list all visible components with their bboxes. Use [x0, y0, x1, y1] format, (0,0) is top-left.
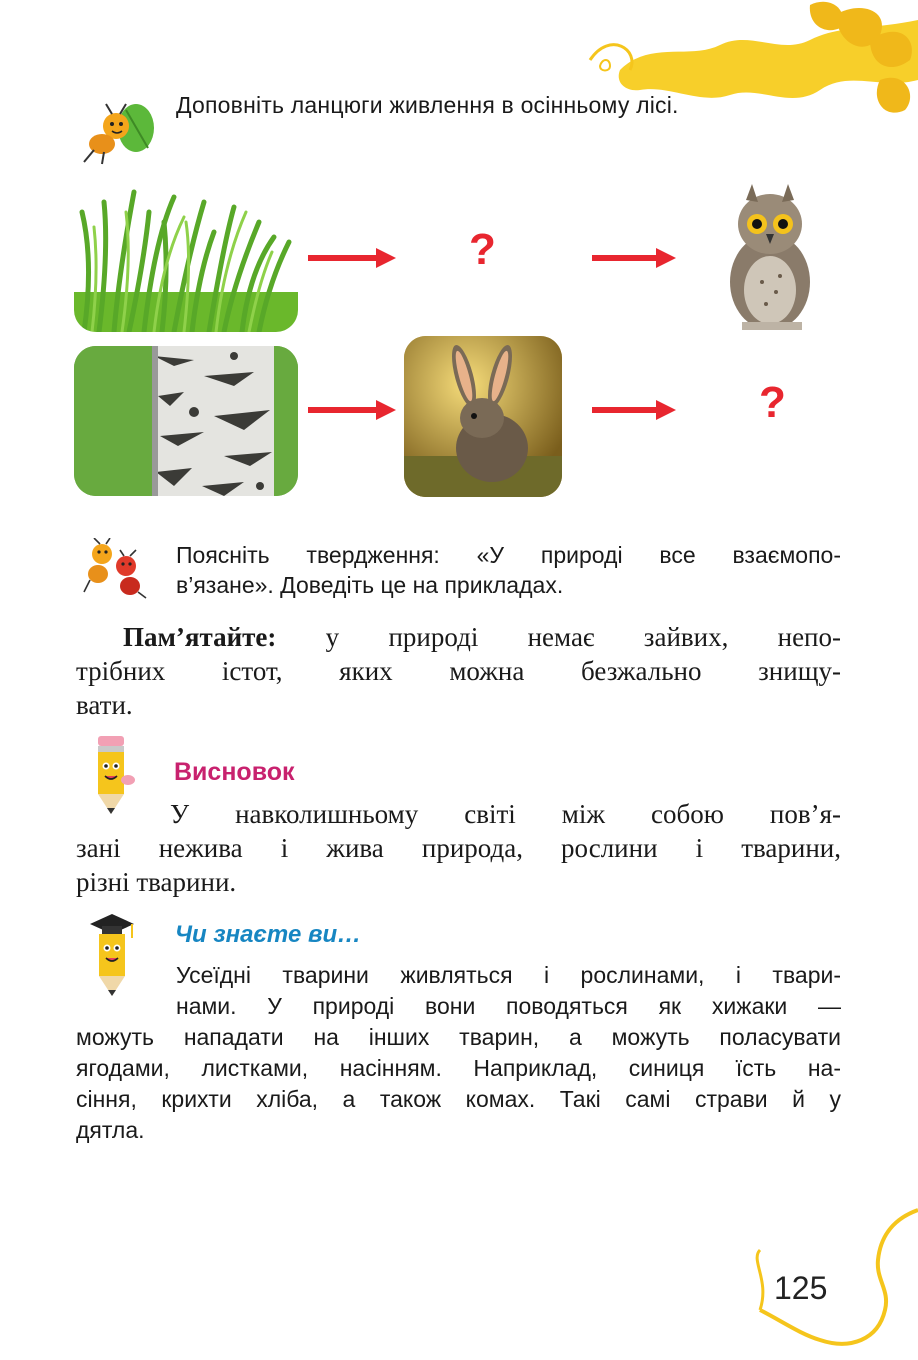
did-you-know-line: нами. У природі вони поводяться як хижаки —: [176, 993, 841, 1019]
did-you-know-title: Чи знаєте ви…: [175, 921, 362, 948]
conclusion-text: [76, 797, 841, 899]
conclusion-line: зані нежива і жива природа, рослини і тварини,: [76, 833, 841, 863]
birch-trunk-photo: [74, 346, 298, 496]
task-text-line: в’язане». Доведіть це на прикладах.: [176, 572, 564, 598]
did-you-know-text: [76, 960, 841, 1146]
did-you-know-line: ягодами, листками, насінням. Наприклад, синиця їсть на-: [76, 1055, 841, 1081]
hare-photo: [404, 336, 562, 497]
conclusion-line: різні тварини.: [76, 867, 237, 897]
conclusion-title: Висновок: [174, 758, 295, 786]
owl-photo: [702, 182, 838, 332]
task-text-line: Поясніть твердження: «У природі все взаємопо-: [176, 542, 841, 568]
ant-with-leaf-icon: [76, 100, 160, 166]
conclusion-line: У навколишньому світі між собою пов’я-: [170, 799, 841, 829]
remember-paragraph: [76, 620, 841, 722]
remember-text: у природі немає зайвих, непо-: [276, 622, 841, 652]
arrow-right-icon: [592, 248, 676, 268]
question-mark: ?: [469, 225, 496, 274]
remember-text: трібних істот, яких можна безжально знищу-: [76, 656, 841, 686]
question-mark: ?: [759, 378, 786, 427]
did-you-know-line: сіння, крихти хліба, а також комах. Такі самі страви й у: [76, 1086, 841, 1112]
task-explain-statement: [176, 540, 841, 600]
remember-text: вати.: [76, 690, 133, 720]
did-you-know-line: можуть нападати на інших тварин, а можуть поласувати: [76, 1024, 841, 1050]
page-number: 125: [774, 1270, 828, 1306]
arrow-right-icon: [308, 400, 396, 420]
arrow-right-icon: [308, 248, 396, 268]
did-you-know-line: Усеїдні тварини живляться і рослинами, і твари-: [176, 962, 841, 988]
remember-label: Пам’ятайте:: [123, 622, 277, 652]
arrow-right-icon: [592, 400, 676, 420]
grass-photo: [74, 182, 298, 332]
two-ants-icon: [80, 538, 150, 600]
did-you-know-line: дятла.: [76, 1117, 145, 1143]
task-instruction-food-chains: Доповніть ланцюги живлення в осінньому лісі.: [176, 92, 679, 118]
